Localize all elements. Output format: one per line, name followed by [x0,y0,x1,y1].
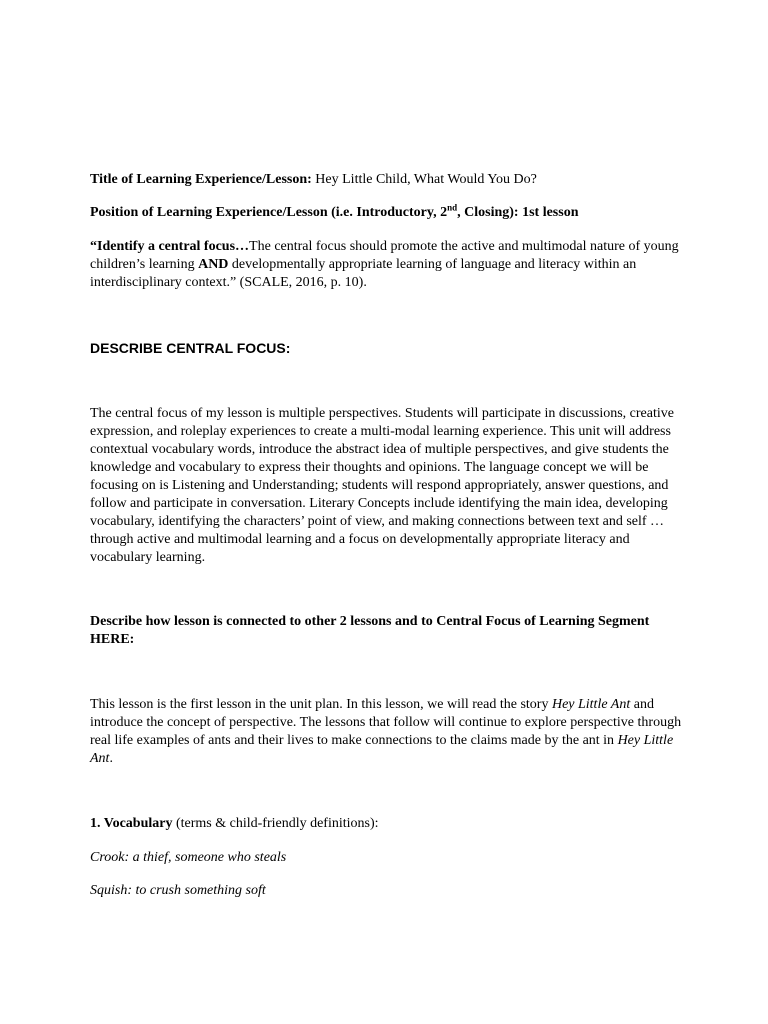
connection-heading: Describe how lesson is connected to other 2 lessons and to Central Focus of Learning Segment HERE: [90,614,650,647]
central-focus-paragraph: The central focus of my lesson is multiple perspectives. Students will participate in discussions, creative expression, and roleplay experiences to create a multi-modal learning experience. This unit will address contextual vocabulary words, introduce the abstract idea of multiple perspectives, and give students the knowledge and vocabulary to express their thoughts and opinions. The language concept we will be focusing on is Listening and Understanding; students will respond appropriately, answer questions, and follow and participate in conversation. Literary Concepts include identifying the main idea, developing vocabulary, identifying the characters’ point of view, and making connections between text and self …through active and multimodal learning and a focus on developmentally appropriate literacy and vocabulary learning. [90,406,674,565]
central-focus-quote [90,238,690,292]
lesson-title-label: Title of Learning Experience/Lesson: [90,172,312,187]
lesson-title-line [90,171,690,189]
describe-central-focus-heading: DESCRIBE CENTRAL FOCUS: [90,340,291,356]
quote-lead: “Identify a central focus… [90,239,250,254]
vocabulary-heading [90,815,690,833]
lesson-position-line [90,204,690,222]
quote-text-2: developmentally appropriate learning of language and literacy within an interdisciplinary context.” (SCALE, 2016, p. 10). [90,257,637,290]
vocabulary-heading-bold: 1. Vocabulary [90,816,173,831]
connection-paragraph [90,696,690,768]
book-title-1: Hey Little Ant [551,697,631,712]
lesson-position-value: , Closing): 1st lesson [457,205,579,220]
book-title-2: Hey Little Ant [90,733,674,766]
vocabulary-item-text: Crook: a thief, someone who steals [90,850,287,865]
vocabulary-item-text: Squish: to crush something soft [90,883,266,898]
connection-text-3: . [109,751,113,766]
vocabulary-heading-rest: (terms & child-friendly definitions): [172,816,379,831]
vocabulary-item [90,882,690,900]
lesson-title-value: Hey Little Child, What Would You Do? [311,172,537,187]
quote-text-1: The central focus should promote the active and multimodal nature of young children’s learning [90,239,679,272]
lesson-position-label: Position of Learning Experience/Lesson (i.e. Introductory, 2 [90,205,448,220]
superscript-nd: nd [447,202,458,213]
quote-and: AND [198,257,229,272]
vocabulary-item [90,849,690,867]
connection-text-1: This lesson is the first lesson in the unit plan. In this lesson, we will read the story [90,697,552,712]
connection-text-2: and introduce the concept of perspective. The lessons that follow will continue to explore perspective through real life examples of ants and their lives to make connections to the claims made by the ant in [90,697,682,748]
